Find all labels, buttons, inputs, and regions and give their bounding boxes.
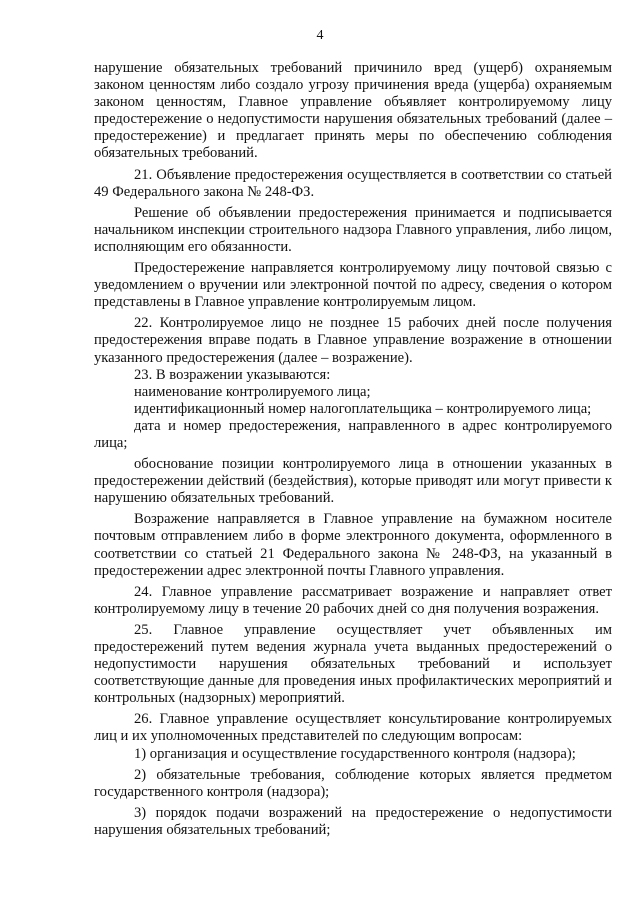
list-item-inn: идентификационный номер налогоплательщика – контролируемого лица; bbox=[134, 400, 592, 417]
list-item-3: 3) порядок подачи возражений на предостережение о недопустимости нарушения обязательных требований; bbox=[94, 804, 612, 838]
paragraph-continuation: нарушение обязательных требований причинило вред (ущерб) охраняемым законом ценностям либо создало угрозу причинения вреда (ущерба) охраняемым законом ценностям, Главное управление объявляет контролируемому лицу предостережение о недопустимости нарушения обязательных требований (далее – предостережение) и предлагает принять меры по обеспечению соблюдения обязательных требований. bbox=[94, 60, 612, 162]
paragraph-24: 24. Главное управление рассматривает возражение и направляет ответ контролируемому лицу в течение 20 рабочих дней со дня получения возражения. bbox=[94, 583, 612, 617]
paragraph-delivery: Предостережение направляется контролируемому лицу почтовой связью с уведомлением о вручении или электронной почтой по адресу, сведения о котором представлены в Главное управление контролируемым лицом. bbox=[94, 260, 612, 311]
paragraph-21: 21. Объявление предостережения осуществляется в соответствии со статьей 49 Федерального закона № 248-ФЗ. bbox=[94, 166, 612, 200]
list-item-1: 1) организация и осуществление государственного контроля (надзора); bbox=[134, 745, 576, 762]
document-body bbox=[94, 60, 612, 839]
paragraph-decision: Решение об объявлении предостережения принимается и подписывается начальником инспекции строительного надзора Главного управления, либо лицом, исполняющим его обязанности. bbox=[94, 204, 612, 255]
list-item-name: наименование контролируемого лица; bbox=[134, 383, 371, 400]
list-item-justification: обоснование позиции контролируемого лица в отношении указанных в предостережении действий (бездействия), которые приводят или могут привести к нарушению обязательных требований. bbox=[94, 456, 612, 507]
paragraph-22: 22. Контролируемое лицо не позднее 15 рабочих дней после получения предостережения вправе подать в Главное управление возражение в отношении указанного предостережения (далее – возражение). bbox=[94, 315, 612, 366]
list-item-date-number: дата и номер предостережения, направленного в адрес контролируемого лица; bbox=[94, 417, 612, 451]
paragraph-23: 23. В возражении указываются: bbox=[134, 366, 331, 383]
paragraph-25: 25. Главное управление осуществляет учет объявленных им предостережений путем ведения журнала учета выданных предостережений о недопустимости нарушения обязательных требований и использует соответствующие данные для проведения иных профилактических мероприятий и контрольных (надзорных) мероприятий. bbox=[94, 621, 612, 707]
paragraph-objection-sending: Возражение направляется в Главное управление на бумажном носителе почтовым отправлением либо в форме электронного документа, оформленного в соответствии со статьей 21 Федерального закона № 248-ФЗ, на указанный в предостережении адрес электронной почты Главного управления. bbox=[94, 511, 612, 579]
paragraph-26: 26. Главное управление осуществляет консультирование контролируемых лиц и их уполномоченных представителей по следующим вопросам: bbox=[94, 711, 612, 745]
page-number: 4 bbox=[316, 28, 324, 43]
list-item-2: 2) обязательные требования, соблюдение которых является предметом государственного контроля (надзора); bbox=[94, 766, 612, 800]
